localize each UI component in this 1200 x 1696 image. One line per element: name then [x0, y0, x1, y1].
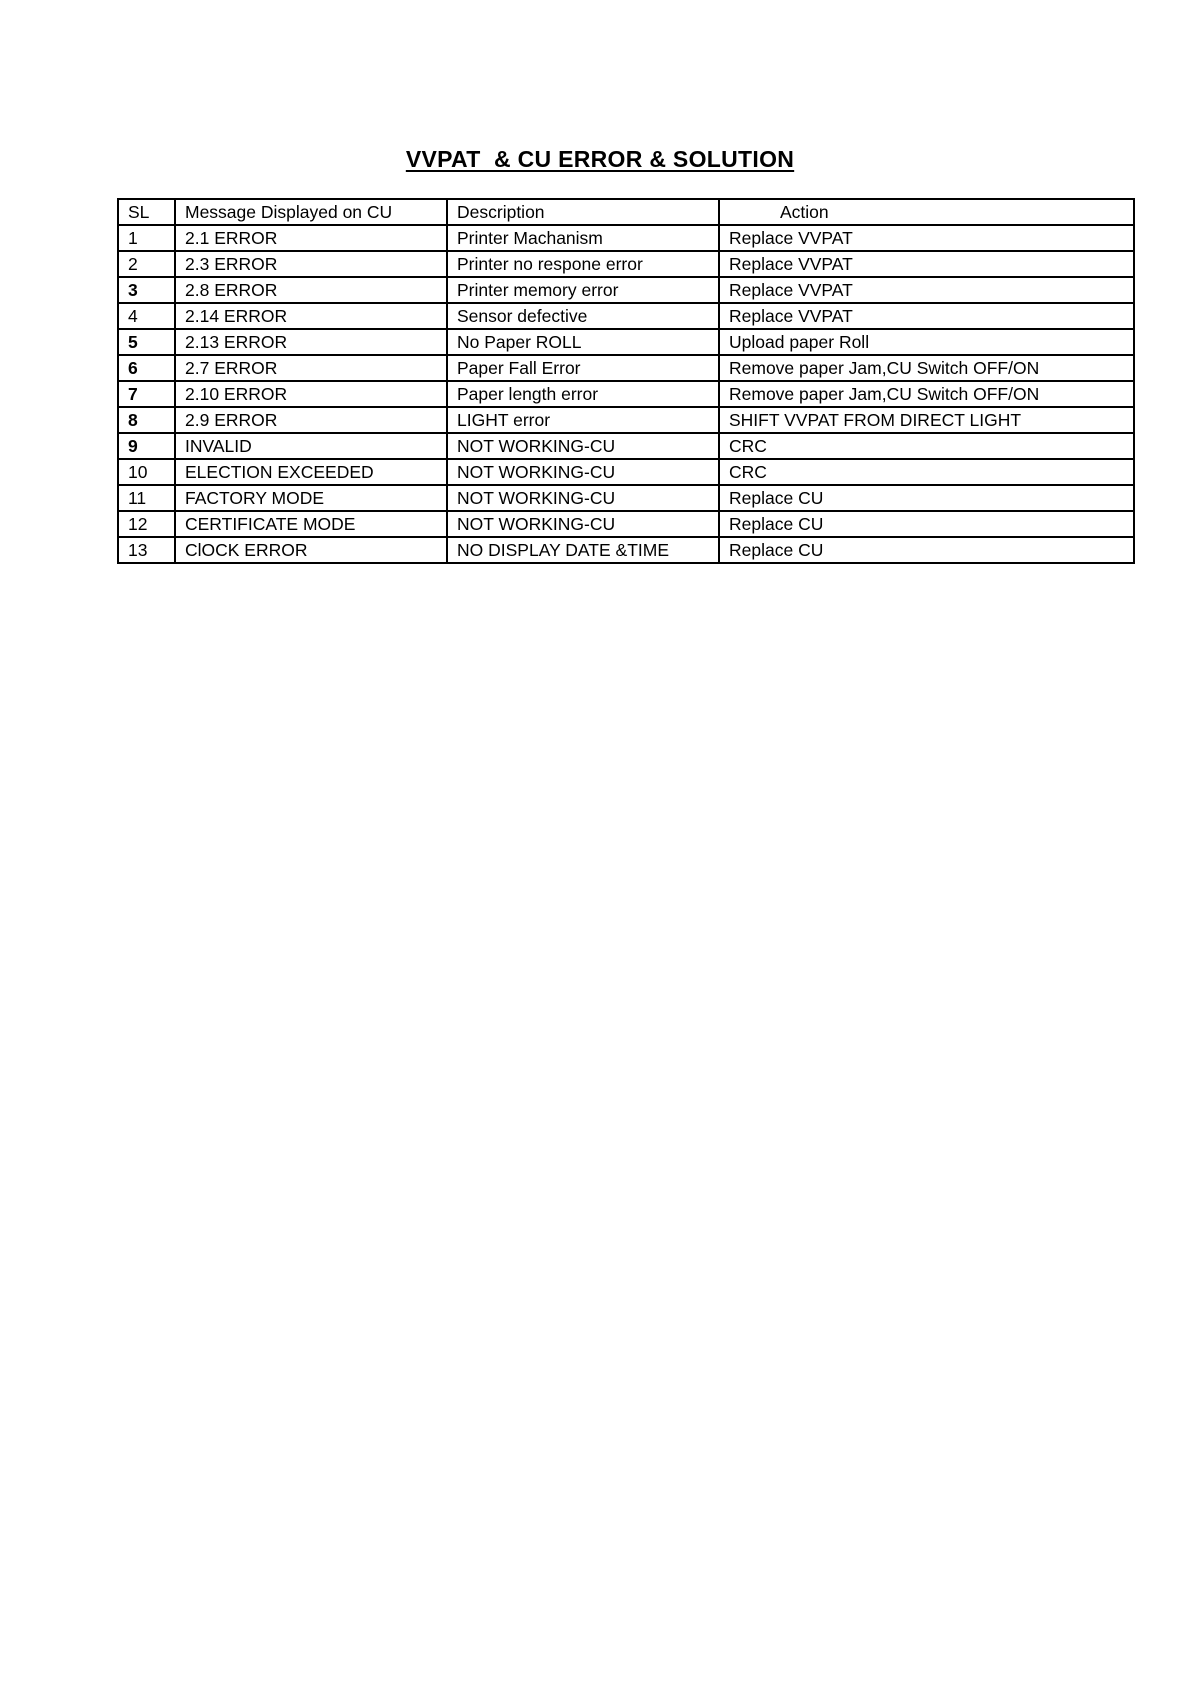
cell-message: 2.10 ERROR: [175, 381, 447, 407]
cell-action: Replace CU: [719, 537, 1134, 563]
cell-description: No Paper ROLL: [447, 329, 719, 355]
cell-message: 2.9 ERROR: [175, 407, 447, 433]
cell-action: Replace CU: [719, 485, 1134, 511]
cell-action: Remove paper Jam,CU Switch OFF/ON: [719, 355, 1134, 381]
table-row: [118, 485, 1134, 511]
cell-message: CERTIFICATE MODE: [175, 511, 447, 537]
cell-sl: 12: [118, 511, 175, 537]
cell-message: 2.13 ERROR: [175, 329, 447, 355]
cell-action: Upload paper Roll: [719, 329, 1134, 355]
cell-description: Printer memory error: [447, 277, 719, 303]
table-row: [118, 511, 1134, 537]
cell-action: Replace VVPAT: [719, 303, 1134, 329]
table-row: [118, 329, 1134, 355]
cell-sl: 8: [118, 407, 175, 433]
cell-description: Paper length error: [447, 381, 719, 407]
cell-message: ClOCK ERROR: [175, 537, 447, 563]
header-action: Action: [719, 199, 1134, 225]
table-row: [118, 303, 1134, 329]
cell-action: SHIFT VVPAT FROM DIRECT LIGHT: [719, 407, 1134, 433]
cell-sl: 3: [118, 277, 175, 303]
table-row: [118, 225, 1134, 251]
header-sl: SL: [118, 199, 175, 225]
table-row: [118, 355, 1134, 381]
cell-sl: 11: [118, 485, 175, 511]
cell-message: 2.14 ERROR: [175, 303, 447, 329]
cell-description: LIGHT error: [447, 407, 719, 433]
cell-description: Printer Machanism: [447, 225, 719, 251]
cell-sl: 1: [118, 225, 175, 251]
cell-action: CRC: [719, 459, 1134, 485]
cell-action: CRC: [719, 433, 1134, 459]
cell-action: Remove paper Jam,CU Switch OFF/ON: [719, 381, 1134, 407]
cell-description: NOT WORKING-CU: [447, 459, 719, 485]
cell-message: FACTORY MODE: [175, 485, 447, 511]
cell-action: Replace VVPAT: [719, 251, 1134, 277]
table-row: [118, 433, 1134, 459]
cell-description: NOT WORKING-CU: [447, 433, 719, 459]
header-message: Message Displayed on CU: [175, 199, 447, 225]
table-row: [118, 537, 1134, 563]
cell-sl: 4: [118, 303, 175, 329]
document-title: VVPAT & CU ERROR & SOLUTION: [405, 146, 795, 172]
table-row: [118, 459, 1134, 485]
table-row: [118, 277, 1134, 303]
cell-description: NOT WORKING-CU: [447, 485, 719, 511]
header-description: Description: [447, 199, 719, 225]
cell-description: Paper Fall Error: [447, 355, 719, 381]
cell-sl: 2: [118, 251, 175, 277]
cell-sl: 9: [118, 433, 175, 459]
table-row: [118, 407, 1134, 433]
cell-sl: 7: [118, 381, 175, 407]
table-row: [118, 381, 1134, 407]
cell-description: NO DISPLAY DATE &TIME: [447, 537, 719, 563]
cell-sl: 13: [118, 537, 175, 563]
cell-message: 2.1 ERROR: [175, 225, 447, 251]
cell-description: NOT WORKING-CU: [447, 511, 719, 537]
table-row: [118, 251, 1134, 277]
cell-message: 2.7 ERROR: [175, 355, 447, 381]
cell-action: Replace CU: [719, 511, 1134, 537]
cell-description: Printer no respone error: [447, 251, 719, 277]
cell-description: Sensor defective: [447, 303, 719, 329]
cell-message: 2.8 ERROR: [175, 277, 447, 303]
cell-sl: 6: [118, 355, 175, 381]
cell-action: Replace VVPAT: [719, 277, 1134, 303]
cell-sl: 5: [118, 329, 175, 355]
cell-message: ELECTION EXCEEDED: [175, 459, 447, 485]
cell-message: 2.3 ERROR: [175, 251, 447, 277]
cell-sl: 10: [118, 459, 175, 485]
error-solution-table: [117, 198, 1135, 564]
cell-message: INVALID: [175, 433, 447, 459]
table-header-row: [118, 199, 1134, 225]
cell-action: Replace VVPAT: [719, 225, 1134, 251]
